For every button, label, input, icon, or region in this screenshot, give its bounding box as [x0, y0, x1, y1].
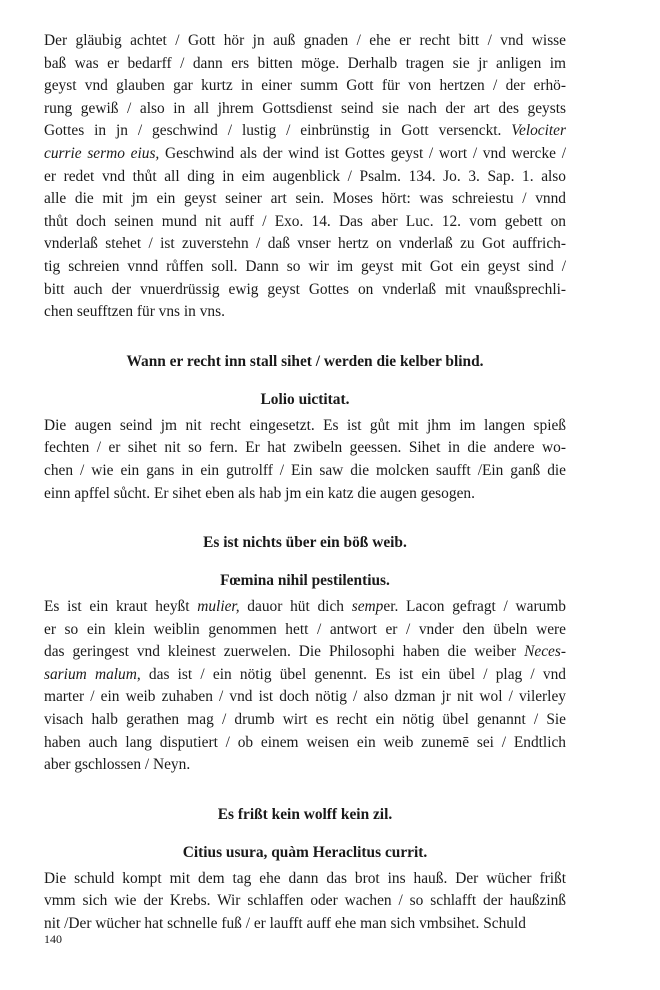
text-line: geyst vnd glauben gar kurtz in einer summ Gott für von hertzen / der erhö- [44, 77, 566, 95]
text-line: nit /Der wücher hat schnelle fuß / er laufft auff ehe man sich vmbsihet. Schuld [44, 915, 526, 933]
text-line: das geringest vnd kleinest zuerwelen. Die Philosophi haben die weiber Neces- [44, 643, 566, 661]
latin-heading-2: Fœmina nihil pestilentius. [220, 572, 390, 590]
text-line: currie sermo eius, Geschwind als der wind ist Gottes geyst / wort / vnd wercke / [44, 144, 566, 162]
text-line: fechten / er sihet nit so fern. Er hat zwibeln geessen. Sihet in die andere wo- [44, 439, 566, 457]
proverb-heading-2: Es ist nichts über ein böß weib. [203, 534, 407, 552]
latin-heading-3: Citius usura, quàm Heraclitus currit. [182, 843, 428, 861]
text-line: Gottes in jn / geschwind / lustig / einbrünstig in Gott versenckt. Velociter [44, 122, 566, 140]
text-line: bitt auch der vnuerdrüssig ewig geyst Gottes on vnderlaß mit vnaußsprechli- [44, 280, 566, 298]
text-line: alle die mit jm ein geyst seiner art sein. Moses hört: was schreiestu / vnnd [44, 190, 566, 208]
proverb-heading-1: Wann er recht inn stall sihet / werden die kelber blind. [126, 352, 484, 370]
text-line: chen / wie ein gans in ein gutrolff / Ein saw die molcken saufft /Ein ganß die [44, 461, 566, 479]
text-line: er redet vnd thůt all ding in eim augenblick / Psalm. 134. Jo. 3. Sap. 1. also [44, 167, 566, 185]
text-line: chen seufftzen für vns in vns. [44, 303, 225, 321]
text-line: visach halb gerathen mag / drumb wirt es recht ein nötig übel genannt / Sie [44, 711, 566, 729]
text-line: marter / ein weib zuhaben / vnd ist doch nötig / also dzman jr nit wol / vilerley [44, 688, 566, 706]
text-line: vmm sich wie der Krebs. Wir schlaffen oder wachen / so schlafft der haußzinß [44, 892, 566, 910]
italic-text: Velociter [511, 122, 566, 140]
text-line: Es ist ein kraut heyßt mulier, dauor hüt dich semper. Lacon gefragt / warumb [44, 598, 566, 616]
text-line: haben auch lang disputiert / ob einem weisen ein weib zunemē sei / Endtlich [44, 733, 566, 751]
paragraph-2 [44, 415, 566, 505]
italic-text: currie sermo eius, [44, 144, 160, 162]
text-line: rung gewiß / also in all jhrem Gottsdienst seind sie nach der art des geysts [44, 99, 566, 117]
text-line: sarium malum, das ist / ein nötig übel genennt. Es ist ein übel / plag / vnd [44, 665, 566, 683]
text-line: tig schreien vnnd růffen soll. Dann so wir im geyst mit Got ein geyst sind / [44, 257, 566, 275]
paragraph-3 [44, 596, 566, 777]
text-line: Die augen seind jm nit recht eingesetzt. Es ist gůt mit jhm im langen spieß [44, 416, 566, 434]
text-line: er so ein klein weiblin genommen hett / antwort er / vnder den übeln were [44, 620, 566, 638]
text-line: vnderlaß stehet / ist zuverstehn / daß vnser hertz on vnderlaß zu Got auffrich- [44, 235, 566, 253]
page-number: 140 [44, 932, 62, 946]
page-content [44, 30, 566, 936]
text-line: thůt doch seinen mund nit auff / Exo. 14. Das aber Luc. 12. vom gebett on [44, 212, 566, 230]
paragraph-4 [44, 868, 566, 936]
text-line: Der gläubig achtet / Gott hör jn auß gnaden / ehe er recht bitt / vnd wisse [44, 32, 566, 49]
text-line: aber gschlossen / Neyn. [44, 756, 191, 774]
latin-heading-1: Lolio uictitat. [260, 390, 350, 408]
text-line: einn apffel sůcht. Er sihet eben als hab jm ein katz die augen gesogen. [44, 484, 475, 502]
paragraph-1 [44, 30, 566, 324]
proverb-heading-3: Es frißt kein wolff kein zil. [217, 805, 393, 823]
text-line: baß was er bedarff / dann ers bitten möge. Derhalb tragen sie jr anligen im [44, 54, 566, 72]
text-line: Die schuld kompt mit dem tag ehe dann das brot ins hauß. Der wücher frißt [44, 869, 566, 887]
